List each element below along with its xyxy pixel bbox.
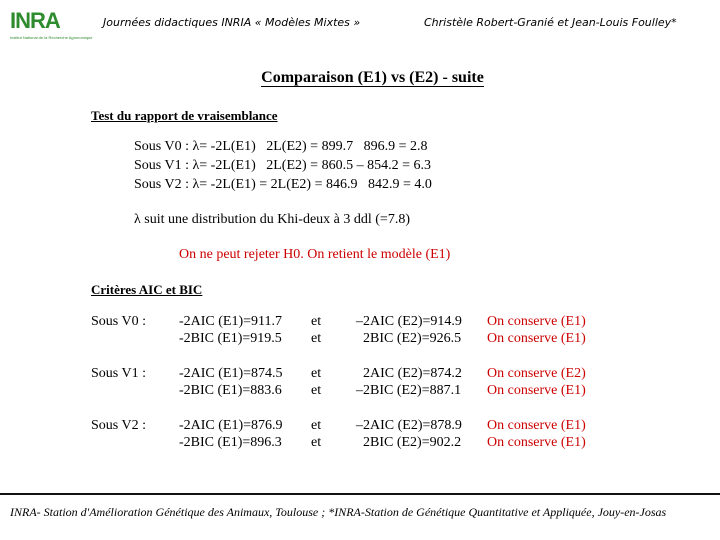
bic-e2: 2BIC (E2)=926.5 — [363, 331, 462, 346]
et-label: et — [311, 331, 322, 346]
aic-e1: -2AIC (E1)=874.5 — [179, 366, 283, 381]
result: On conserve (E1) — [487, 314, 586, 329]
inra-logo — [10, 8, 93, 44]
header-event: Journées didactiques INRIA « Modèles Mixtes » — [103, 16, 361, 29]
group-label: Sous V0 : — [91, 314, 146, 329]
et-label: et — [311, 418, 322, 433]
group-label: Sous V1 : — [91, 366, 146, 381]
lrt-line: Sous V0 : λ= -2L(E1) 2L(E2) = 899.7 896.9 = 2.8 — [134, 139, 428, 154]
aic-e2: –2AIC (E2)=878.9 — [356, 418, 462, 433]
lrt-line: Sous V1 : λ= -2L(E1) 2L(E2) = 860.5 – 854.2 = 6.3 — [134, 158, 431, 173]
bic-e2: –2BIC (E2)=887.1 — [356, 383, 462, 398]
header-authors: Christèle Robert-Granié et Jean-Louis Foulley* — [424, 16, 677, 29]
result: On conserve (E1) — [487, 418, 586, 433]
aic-e1: -2AIC (E1)=876.9 — [179, 418, 283, 433]
et-label: et — [311, 314, 322, 329]
aic-e2: 2AIC (E2)=874.2 — [363, 366, 462, 381]
bic-e2: 2BIC (E2)=902.2 — [363, 435, 462, 450]
result: On conserve (E1) — [487, 383, 586, 398]
logo-subtitle: Institut National de la Recherche Agronomique — [10, 35, 93, 40]
slide-title — [0, 69, 720, 87]
et-label: et — [311, 366, 322, 381]
result: On conserve (E1) — [487, 435, 586, 450]
aic-e1: -2AIC (E1)=911.7 — [179, 314, 283, 329]
result: On conserve (E1) — [487, 331, 586, 346]
et-label: et — [311, 435, 322, 450]
lrt-heading: Test du rapport de vraisemblance — [91, 108, 278, 123]
logo-text: INRA — [10, 8, 60, 33]
lrt-line: Sous V2 : λ= -2L(E1) = 2L(E2) = 846.9 842.9 = 4.0 — [134, 177, 432, 192]
bic-e1: -2BIC (E1)=896.3 — [179, 435, 282, 450]
et-label: et — [311, 383, 322, 398]
bic-e1: -2BIC (E1)=883.6 — [179, 383, 282, 398]
group-label: Sous V2 : — [91, 418, 146, 433]
result: On conserve (E2) — [487, 366, 586, 381]
footer-divider — [0, 493, 720, 495]
khi-deux-statement: λ suit une distribution du Khi-deux à 3 ddl (=7.8) — [134, 212, 410, 227]
footer-affiliations: INRA- Station d'Amélioration Génétique des Animaux, Toulouse ; *INRA-Station de Génétique Quantitative et Appliquée, Jouy-en-Josas — [10, 505, 667, 519]
lrt-conclusion: On ne peut rejeter H0. On retient le modèle (E1) — [179, 247, 451, 262]
bic-e1: -2BIC (E1)=919.5 — [179, 331, 282, 346]
aicbic-heading: Critères AIC et BIC — [91, 282, 203, 297]
slide-title-text: Comparaison (E1) vs (E2) - suite — [261, 69, 484, 86]
aic-e2: –2AIC (E2)=914.9 — [356, 314, 462, 329]
